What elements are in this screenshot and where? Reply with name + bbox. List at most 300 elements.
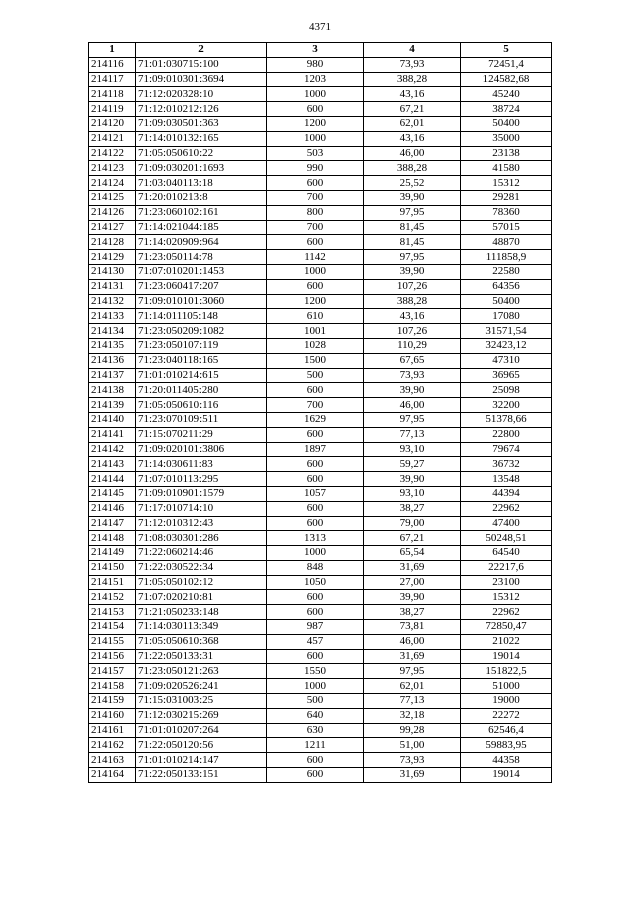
row-id-cell: 214133	[89, 309, 136, 324]
area-cell: 1057	[267, 486, 364, 501]
cadastral-number-cell: 71:09:030201:1693	[136, 161, 267, 176]
row-id-cell: 214131	[89, 279, 136, 294]
cadastral-number-cell: 71:14:021044:185	[136, 220, 267, 235]
cadastral-number-cell: 71:01:010214:147	[136, 753, 267, 768]
cadastral-number-cell: 71:14:020909:964	[136, 235, 267, 250]
table-row	[89, 708, 552, 723]
cadastral-number-cell: 71:01:030715:100	[136, 57, 267, 72]
area-cell: 500	[267, 368, 364, 383]
rate-cell: 65,54	[364, 546, 461, 561]
value-cell: 111858,9	[461, 250, 552, 265]
area-cell: 1500	[267, 353, 364, 368]
value-cell: 22580	[461, 264, 552, 279]
rate-cell: 67,21	[364, 531, 461, 546]
value-cell: 45240	[461, 87, 552, 102]
column-header-1: 1	[89, 43, 136, 58]
rate-cell: 110,29	[364, 338, 461, 353]
cadastral-number-cell: 71:09:030501:363	[136, 116, 267, 131]
value-cell: 62546,4	[461, 723, 552, 738]
value-cell: 22962	[461, 605, 552, 620]
value-cell: 36965	[461, 368, 552, 383]
rate-cell: 93,10	[364, 486, 461, 501]
row-id-cell: 214140	[89, 412, 136, 427]
table-row	[89, 442, 552, 457]
table-row	[89, 324, 552, 339]
value-cell: 17080	[461, 309, 552, 324]
row-id-cell: 214130	[89, 264, 136, 279]
value-cell: 44358	[461, 753, 552, 768]
cadastral-number-cell: 71:07:010113:295	[136, 472, 267, 487]
row-id-cell: 214120	[89, 116, 136, 131]
row-id-cell: 214135	[89, 338, 136, 353]
cadastral-number-cell: 71:14:030611:83	[136, 457, 267, 472]
cadastral-number-cell: 71:12:010312:43	[136, 516, 267, 531]
value-cell: 50248,51	[461, 531, 552, 546]
value-cell: 32200	[461, 398, 552, 413]
cadastral-number-cell: 71:08:030301:286	[136, 531, 267, 546]
area-cell: 1203	[267, 72, 364, 87]
rate-cell: 39,90	[364, 383, 461, 398]
cadastral-number-cell: 71:23:060417:207	[136, 279, 267, 294]
row-id-cell: 214142	[89, 442, 136, 457]
rate-cell: 46,00	[364, 146, 461, 161]
rate-cell: 31,69	[364, 649, 461, 664]
table-row	[89, 220, 552, 235]
area-cell: 600	[267, 768, 364, 783]
table-row	[89, 723, 552, 738]
table-row	[89, 264, 552, 279]
area-cell: 1550	[267, 664, 364, 679]
rate-cell: 79,00	[364, 516, 461, 531]
row-id-cell: 214151	[89, 575, 136, 590]
table-row	[89, 738, 552, 753]
rate-cell: 51,00	[364, 738, 461, 753]
value-cell: 50400	[461, 116, 552, 131]
rate-cell: 39,90	[364, 264, 461, 279]
table-row	[89, 72, 552, 87]
area-cell: 630	[267, 723, 364, 738]
area-cell: 600	[267, 176, 364, 191]
table-row	[89, 205, 552, 220]
row-id-cell: 214128	[89, 235, 136, 250]
row-id-cell: 214122	[89, 146, 136, 161]
row-id-cell: 214160	[89, 708, 136, 723]
table-row	[89, 250, 552, 265]
cadastral-number-cell: 71:09:020101:3806	[136, 442, 267, 457]
row-id-cell: 214141	[89, 427, 136, 442]
value-cell: 36732	[461, 457, 552, 472]
area-cell: 600	[267, 472, 364, 487]
row-id-cell: 214150	[89, 560, 136, 575]
rate-cell: 67,21	[364, 102, 461, 117]
table-row	[89, 190, 552, 205]
value-cell: 38724	[461, 102, 552, 117]
rate-cell: 32,18	[364, 708, 461, 723]
area-cell: 500	[267, 694, 364, 709]
cadastral-number-cell: 71:09:010301:3694	[136, 72, 267, 87]
area-cell: 1000	[267, 546, 364, 561]
area-cell: 600	[267, 102, 364, 117]
cadastral-number-cell: 71:03:040113:18	[136, 176, 267, 191]
table-header-row	[89, 43, 552, 58]
value-cell: 32423,12	[461, 338, 552, 353]
table-row	[89, 102, 552, 117]
row-id-cell: 214158	[89, 679, 136, 694]
rate-cell: 46,00	[364, 398, 461, 413]
value-cell: 44394	[461, 486, 552, 501]
cadastral-number-cell: 71:20:011405:280	[136, 383, 267, 398]
area-cell: 1000	[267, 131, 364, 146]
rate-cell: 39,90	[364, 472, 461, 487]
table-row	[89, 531, 552, 546]
table-row	[89, 753, 552, 768]
cadastral-number-cell: 71:22:050120:56	[136, 738, 267, 753]
area-cell: 1897	[267, 442, 364, 457]
area-cell: 600	[267, 590, 364, 605]
row-id-cell: 214138	[89, 383, 136, 398]
value-cell: 21022	[461, 634, 552, 649]
row-id-cell: 214163	[89, 753, 136, 768]
row-id-cell: 214155	[89, 634, 136, 649]
rate-cell: 81,45	[364, 220, 461, 235]
area-cell: 1629	[267, 412, 364, 427]
table-row	[89, 235, 552, 250]
table-row	[89, 546, 552, 561]
area-cell: 600	[267, 427, 364, 442]
cadastral-number-cell: 71:07:020210:81	[136, 590, 267, 605]
row-id-cell: 214159	[89, 694, 136, 709]
table-row	[89, 768, 552, 783]
table-row	[89, 560, 552, 575]
area-cell: 1050	[267, 575, 364, 590]
table-row	[89, 338, 552, 353]
value-cell: 72451,4	[461, 57, 552, 72]
value-cell: 19014	[461, 768, 552, 783]
value-cell: 23138	[461, 146, 552, 161]
cadastral-number-cell: 71:23:050107:119	[136, 338, 267, 353]
row-id-cell: 214118	[89, 87, 136, 102]
row-id-cell: 214132	[89, 294, 136, 309]
row-id-cell: 214145	[89, 486, 136, 501]
rate-cell: 73,93	[364, 753, 461, 768]
table-row	[89, 590, 552, 605]
table-row	[89, 679, 552, 694]
area-cell: 600	[267, 605, 364, 620]
area-cell: 600	[267, 279, 364, 294]
rate-cell: 67,65	[364, 353, 461, 368]
value-cell: 15312	[461, 176, 552, 191]
column-header-4: 4	[364, 43, 461, 58]
value-cell: 22800	[461, 427, 552, 442]
area-cell: 800	[267, 205, 364, 220]
area-cell: 600	[267, 457, 364, 472]
value-cell: 47400	[461, 516, 552, 531]
row-id-cell: 214156	[89, 649, 136, 664]
value-cell: 78360	[461, 205, 552, 220]
cadastral-number-cell: 71:09:010901:1579	[136, 486, 267, 501]
area-cell: 600	[267, 649, 364, 664]
table-row	[89, 501, 552, 516]
table-row	[89, 427, 552, 442]
table-row	[89, 398, 552, 413]
value-cell: 124582,68	[461, 72, 552, 87]
row-id-cell: 214127	[89, 220, 136, 235]
row-id-cell: 214147	[89, 516, 136, 531]
table-row	[89, 486, 552, 501]
area-cell: 700	[267, 190, 364, 205]
cadastral-number-cell: 71:09:020526:241	[136, 679, 267, 694]
column-header-5: 5	[461, 43, 552, 58]
rate-cell: 97,95	[364, 250, 461, 265]
rate-cell: 39,90	[364, 590, 461, 605]
row-id-cell: 214124	[89, 176, 136, 191]
value-cell: 59883,95	[461, 738, 552, 753]
rate-cell: 77,13	[364, 694, 461, 709]
cadastral-number-cell: 71:05:050610:116	[136, 398, 267, 413]
table-row	[89, 412, 552, 427]
row-id-cell: 214149	[89, 546, 136, 561]
area-cell: 600	[267, 383, 364, 398]
table-row	[89, 634, 552, 649]
table-row	[89, 161, 552, 176]
rate-cell: 388,28	[364, 294, 461, 309]
rate-cell: 43,16	[364, 131, 461, 146]
table-row	[89, 87, 552, 102]
table-row	[89, 131, 552, 146]
table-row	[89, 279, 552, 294]
value-cell: 15312	[461, 590, 552, 605]
area-cell: 1001	[267, 324, 364, 339]
area-cell: 600	[267, 235, 364, 250]
row-id-cell: 214136	[89, 353, 136, 368]
table-body	[89, 57, 552, 782]
data-table	[88, 42, 552, 783]
table-row	[89, 368, 552, 383]
cadastral-number-cell: 71:23:040118:165	[136, 353, 267, 368]
value-cell: 51000	[461, 679, 552, 694]
rate-cell: 38,27	[364, 605, 461, 620]
value-cell: 151822,5	[461, 664, 552, 679]
row-id-cell: 214126	[89, 205, 136, 220]
column-header-2: 2	[136, 43, 267, 58]
value-cell: 31571,54	[461, 324, 552, 339]
row-id-cell: 214143	[89, 457, 136, 472]
cadastral-number-cell: 71:17:010714:10	[136, 501, 267, 516]
row-id-cell: 214123	[89, 161, 136, 176]
row-id-cell: 214139	[89, 398, 136, 413]
row-id-cell: 214117	[89, 72, 136, 87]
cadastral-number-cell: 71:12:020328:10	[136, 87, 267, 102]
area-cell: 600	[267, 753, 364, 768]
row-id-cell: 214119	[89, 102, 136, 117]
row-id-cell: 214153	[89, 605, 136, 620]
cadastral-number-cell: 71:23:050209:1082	[136, 324, 267, 339]
table-row	[89, 57, 552, 72]
table-row	[89, 146, 552, 161]
cadastral-number-cell: 71:05:050610:22	[136, 146, 267, 161]
area-cell: 457	[267, 634, 364, 649]
cadastral-number-cell: 71:12:010212:126	[136, 102, 267, 117]
row-id-cell: 214134	[89, 324, 136, 339]
rate-cell: 31,69	[364, 768, 461, 783]
cadastral-number-cell: 71:07:010201:1453	[136, 264, 267, 279]
table-row	[89, 116, 552, 131]
cadastral-number-cell: 71:15:031003:25	[136, 694, 267, 709]
area-cell: 700	[267, 398, 364, 413]
page-number: 4371	[309, 21, 331, 33]
value-cell: 51378,66	[461, 412, 552, 427]
rate-cell: 81,45	[364, 235, 461, 250]
rate-cell: 38,27	[364, 501, 461, 516]
table-row	[89, 309, 552, 324]
row-id-cell: 214146	[89, 501, 136, 516]
area-cell: 1200	[267, 116, 364, 131]
area-cell: 700	[267, 220, 364, 235]
table-row	[89, 516, 552, 531]
rate-cell: 388,28	[364, 72, 461, 87]
row-id-cell: 214157	[89, 664, 136, 679]
area-cell: 848	[267, 560, 364, 575]
rate-cell: 39,90	[364, 190, 461, 205]
cadastral-number-cell: 71:14:030113:349	[136, 620, 267, 635]
area-cell: 600	[267, 501, 364, 516]
cadastral-number-cell: 71:21:050233:148	[136, 605, 267, 620]
cadastral-number-cell: 71:09:010101:3060	[136, 294, 267, 309]
area-cell: 610	[267, 309, 364, 324]
value-cell: 22272	[461, 708, 552, 723]
cadastral-number-cell: 71:23:050114:78	[136, 250, 267, 265]
cadastral-number-cell: 71:14:010132:165	[136, 131, 267, 146]
cadastral-number-cell: 71:23:060102:161	[136, 205, 267, 220]
column-header-3: 3	[267, 43, 364, 58]
area-cell: 1200	[267, 294, 364, 309]
cadastral-number-cell: 71:12:030215:269	[136, 708, 267, 723]
cadastral-number-cell: 71:23:050121:263	[136, 664, 267, 679]
row-id-cell: 214121	[89, 131, 136, 146]
row-id-cell: 214116	[89, 57, 136, 72]
rate-cell: 97,95	[364, 205, 461, 220]
rate-cell: 107,26	[364, 279, 461, 294]
rate-cell: 25,52	[364, 176, 461, 191]
row-id-cell: 214154	[89, 620, 136, 635]
table-row	[89, 694, 552, 709]
cadastral-number-cell: 71:05:050102:12	[136, 575, 267, 590]
value-cell: 19014	[461, 649, 552, 664]
table-row	[89, 383, 552, 398]
row-id-cell: 214152	[89, 590, 136, 605]
row-id-cell: 214161	[89, 723, 136, 738]
cadastral-number-cell: 71:14:011105:148	[136, 309, 267, 324]
table-row	[89, 176, 552, 191]
area-cell: 1000	[267, 264, 364, 279]
table-row	[89, 294, 552, 309]
value-cell: 41580	[461, 161, 552, 176]
rate-cell: 107,26	[364, 324, 461, 339]
table-row	[89, 575, 552, 590]
rate-cell: 73,93	[364, 57, 461, 72]
rate-cell: 97,95	[364, 412, 461, 427]
rate-cell: 43,16	[364, 309, 461, 324]
value-cell: 22962	[461, 501, 552, 516]
value-cell: 48870	[461, 235, 552, 250]
table-row	[89, 472, 552, 487]
value-cell: 50400	[461, 294, 552, 309]
rate-cell: 77,13	[364, 427, 461, 442]
rate-cell: 73,93	[364, 368, 461, 383]
area-cell: 1142	[267, 250, 364, 265]
cadastral-number-cell: 71:15:070211:29	[136, 427, 267, 442]
row-id-cell: 214162	[89, 738, 136, 753]
value-cell: 13548	[461, 472, 552, 487]
table-row	[89, 620, 552, 635]
cadastral-number-cell: 71:05:050610:368	[136, 634, 267, 649]
cadastral-number-cell: 71:22:030522:34	[136, 560, 267, 575]
rate-cell: 62,01	[364, 679, 461, 694]
table-row	[89, 353, 552, 368]
area-cell: 987	[267, 620, 364, 635]
rate-cell: 73,81	[364, 620, 461, 635]
rate-cell: 62,01	[364, 116, 461, 131]
rate-cell: 97,95	[364, 664, 461, 679]
area-cell: 1028	[267, 338, 364, 353]
value-cell: 57015	[461, 220, 552, 235]
rate-cell: 43,16	[364, 87, 461, 102]
area-cell: 1211	[267, 738, 364, 753]
cadastral-number-cell: 71:22:060214:46	[136, 546, 267, 561]
rate-cell: 46,00	[364, 634, 461, 649]
area-cell: 640	[267, 708, 364, 723]
value-cell: 35000	[461, 131, 552, 146]
value-cell: 25098	[461, 383, 552, 398]
value-cell: 19000	[461, 694, 552, 709]
table-row	[89, 664, 552, 679]
area-cell: 1313	[267, 531, 364, 546]
cadastral-number-cell: 71:22:050133:31	[136, 649, 267, 664]
value-cell: 29281	[461, 190, 552, 205]
cadastral-number-cell: 71:22:050133:151	[136, 768, 267, 783]
area-cell: 1000	[267, 679, 364, 694]
cadastral-number-cell: 71:23:070109:511	[136, 412, 267, 427]
cadastral-number-cell: 71:20:010213:8	[136, 190, 267, 205]
table-row	[89, 605, 552, 620]
table-row	[89, 649, 552, 664]
rate-cell: 59,27	[364, 457, 461, 472]
row-id-cell: 214137	[89, 368, 136, 383]
area-cell: 1000	[267, 87, 364, 102]
table-row	[89, 457, 552, 472]
value-cell: 64540	[461, 546, 552, 561]
value-cell: 72850,47	[461, 620, 552, 635]
value-cell: 47310	[461, 353, 552, 368]
cadastral-number-cell: 71:01:010214:615	[136, 368, 267, 383]
rate-cell: 27,00	[364, 575, 461, 590]
value-cell: 79674	[461, 442, 552, 457]
row-id-cell: 214125	[89, 190, 136, 205]
value-cell: 64356	[461, 279, 552, 294]
area-cell: 503	[267, 146, 364, 161]
value-cell: 23100	[461, 575, 552, 590]
rate-cell: 93,10	[364, 442, 461, 457]
rate-cell: 388,28	[364, 161, 461, 176]
area-cell: 980	[267, 57, 364, 72]
cadastral-number-cell: 71:01:010207:264	[136, 723, 267, 738]
row-id-cell: 214144	[89, 472, 136, 487]
row-id-cell: 214164	[89, 768, 136, 783]
area-cell: 600	[267, 516, 364, 531]
rate-cell: 99,28	[364, 723, 461, 738]
row-id-cell: 214148	[89, 531, 136, 546]
value-cell: 22217,6	[461, 560, 552, 575]
